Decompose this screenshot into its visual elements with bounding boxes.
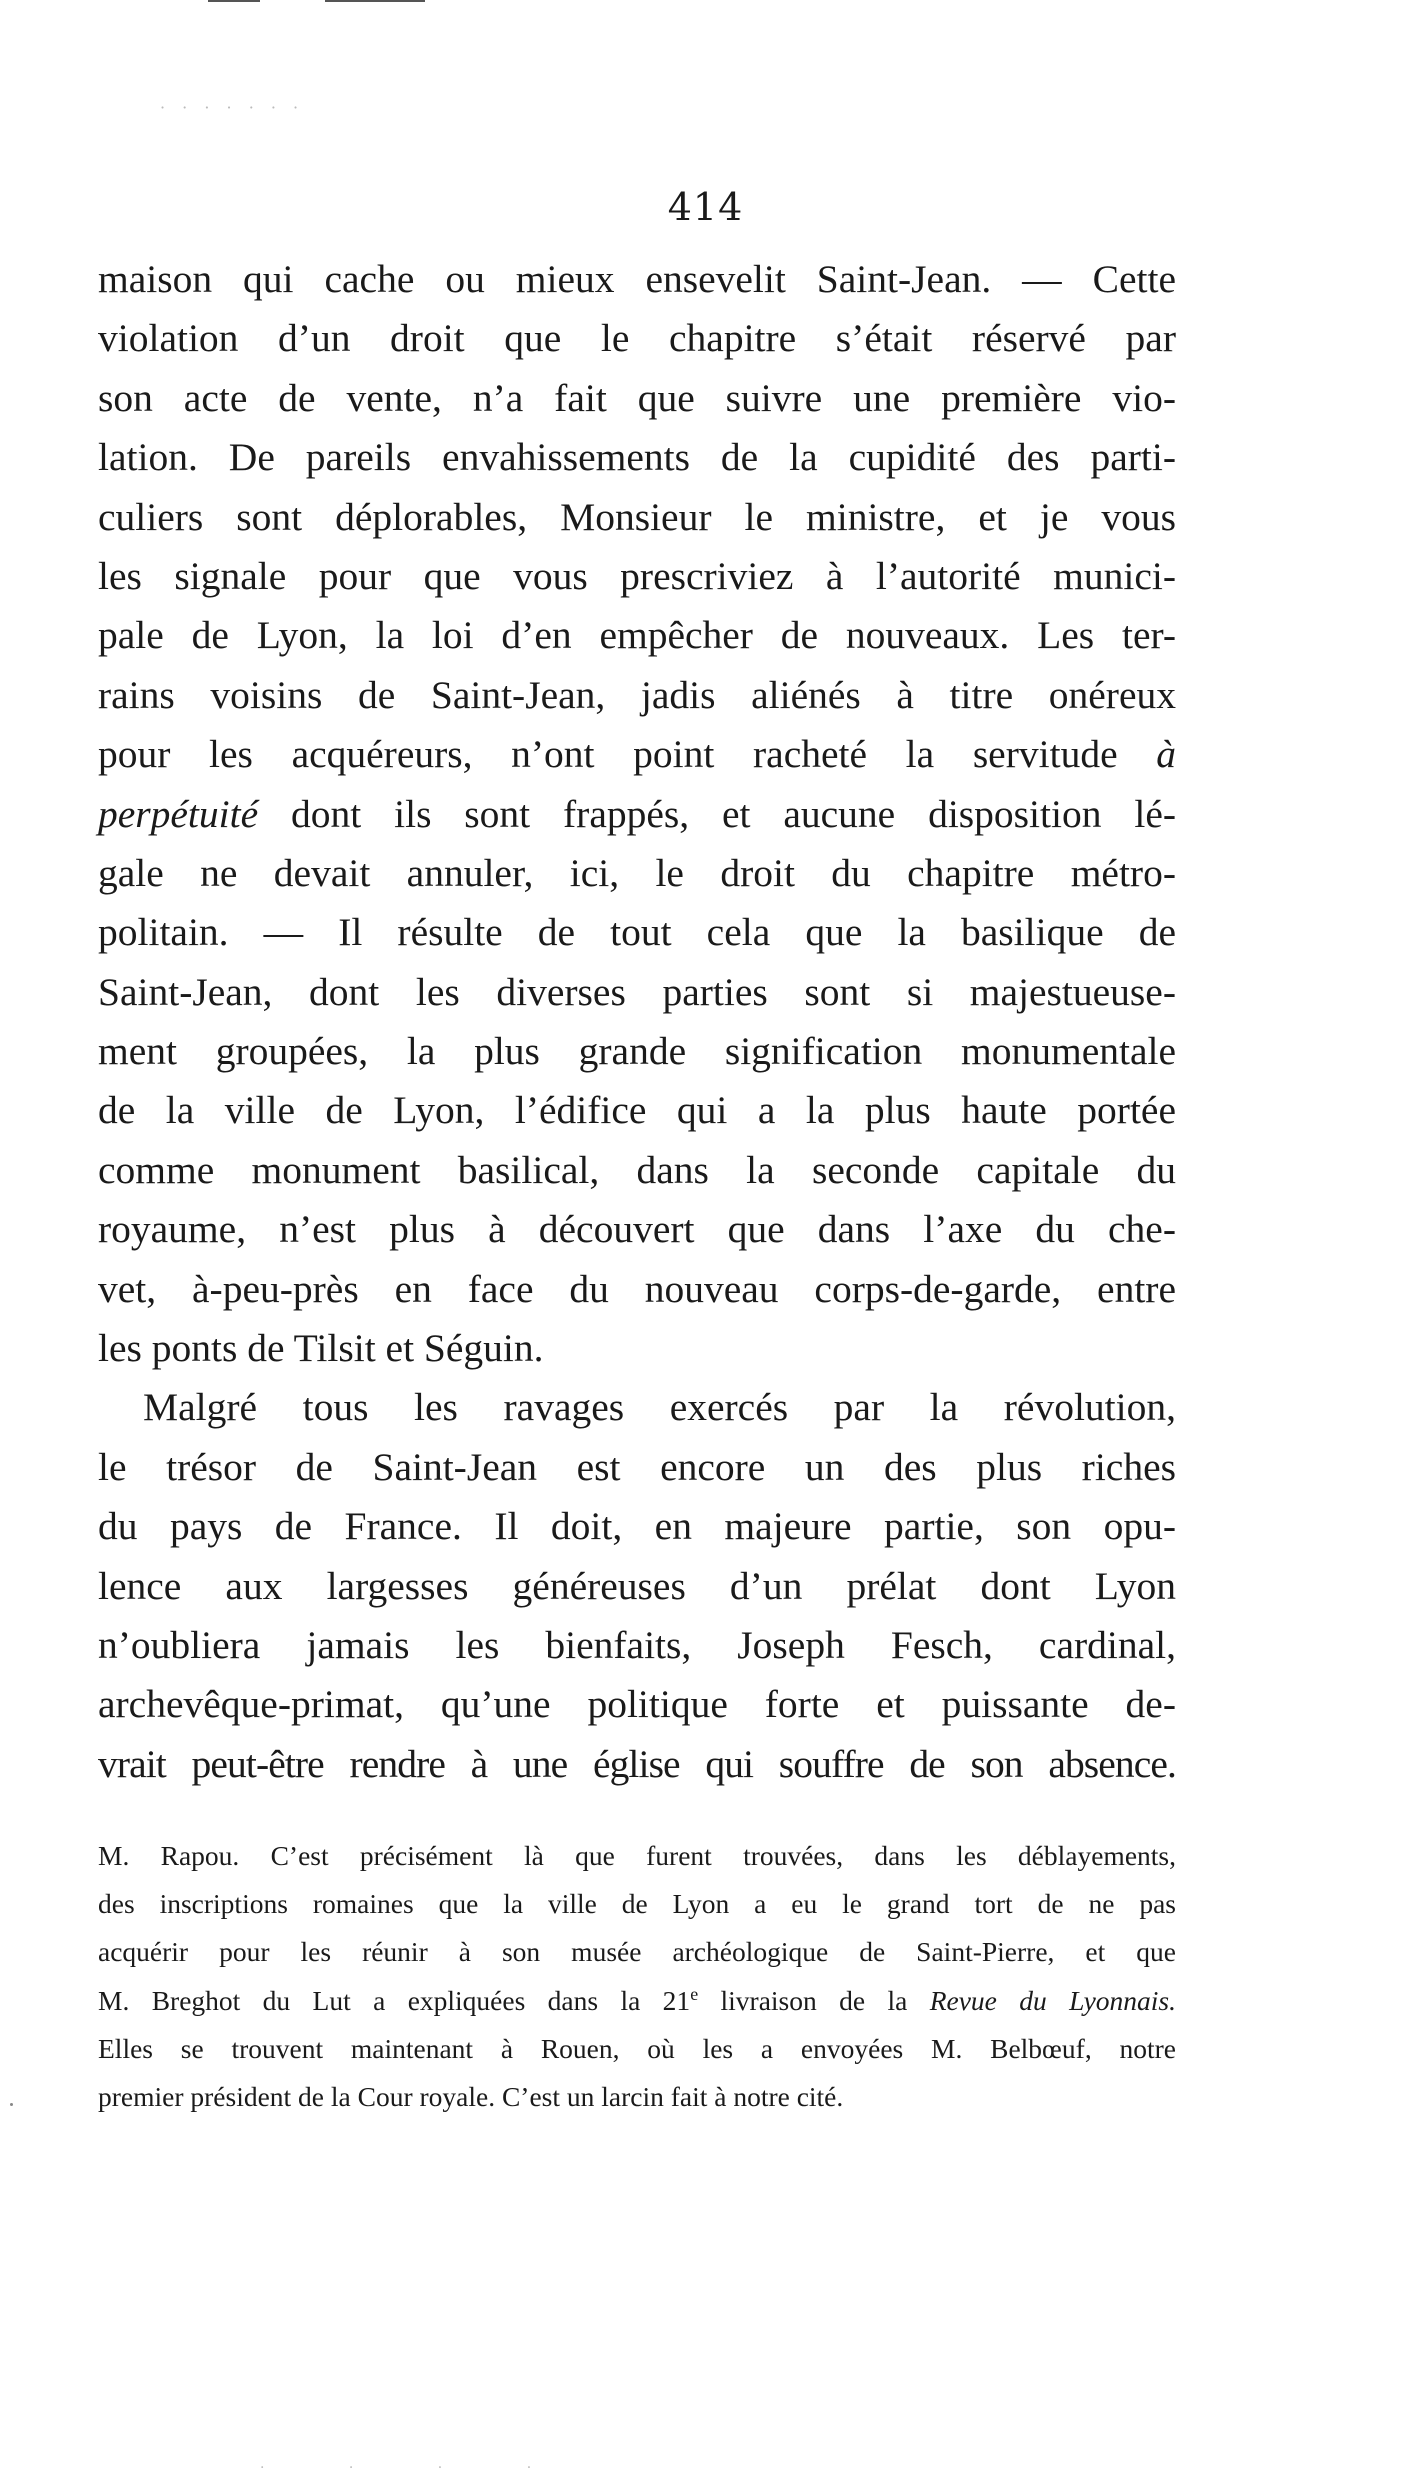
top-edge-rule	[208, 0, 260, 2]
text-line: politain. — Il résulte de tout cela que la basilique de	[98, 910, 1176, 955]
text-line: les signale pour que vous prescriviez à l’autorité munici-	[98, 553, 1176, 598]
text-line	[98, 785, 1176, 844]
top-edge-rule	[325, 0, 425, 2]
margin-mark	[10, 2103, 13, 2106]
scan-specks: · · · · · · ·	[160, 98, 305, 117]
text-line: vrait peut-être rendre à une église qui souffre de son absence.	[98, 1741, 1176, 1786]
text-line: gale ne devait annuler, ici, le droit du chapitre métro-	[98, 850, 1176, 895]
main-text	[98, 250, 1176, 1794]
text-line: maison qui cache ou mieux ensevelit Saint-Jean. — Cette	[98, 257, 1176, 301]
text-line: Malgré tous les ravages exercés par la révolution,	[143, 1385, 1176, 1430]
text-line: ment groupées, la plus grande signification monumentale	[98, 1029, 1176, 1074]
text-line: comme monument basilical, dans la seconde capitale du	[98, 1147, 1176, 1192]
italic-text: perpétuité	[98, 791, 259, 836]
italic-text: à	[1156, 732, 1177, 777]
scan-specks: · · · ·	[260, 2460, 572, 2476]
text-line: vet, à-peu-près en face du nouveau corps-de-garde, entre	[98, 1266, 1176, 1311]
footnote-line: M. Rapou. C’est précisément là que furent trouvées, dans les déblayements,	[98, 1840, 1176, 1871]
superscript: e	[690, 1983, 699, 2004]
text-line: violation d’un droit que le chapitre s’était réservé par	[98, 316, 1176, 361]
text-line: de la ville de Lyon, l’édifice qui a la plus haute portée	[98, 1088, 1176, 1133]
text-line: les ponts de Tilsit et Séguin.	[98, 1326, 544, 1371]
text-run: dont ils sont frappés, et aucune disposition lé-	[291, 791, 1177, 836]
text-run: pour les acquéreurs, n’ont point racheté la servitude	[98, 732, 1118, 777]
text-line: du pays de France. Il doit, en majeure partie, son opu-	[98, 1504, 1176, 1549]
text-line: n’oubliera jamais les bienfaits, Joseph Fesch, cardinal,	[98, 1622, 1176, 1667]
footnote-text-run: livraison de la	[698, 1984, 908, 2016]
text-line: culiers sont déplorables, Monsieur le ministre, et je vous	[98, 494, 1176, 539]
footnote-line: acquérir pour les réunir à son musée archéologique de Saint-Pierre, et que	[98, 1936, 1176, 1968]
text-line: lence aux largesses généreuses d’un prélat dont Lyon	[98, 1563, 1176, 1608]
footnote-line	[98, 1977, 1176, 2025]
page-number: 414	[667, 185, 744, 229]
journal-title: Revue du Lyonnais.	[929, 1984, 1177, 2016]
text-line: le trésor de Saint-Jean est encore un des plus riches	[98, 1444, 1176, 1489]
text-line: lation. De pareils envahissements de la cupidité des parti-	[98, 435, 1176, 480]
text-line: son acte de vente, n’a fait que suivre une première vio-	[98, 375, 1176, 420]
footnote	[98, 1832, 1176, 2121]
footnote-line: Elles se trouvent maintenant à Rouen, où les a envoyées M. Belbœuf, notre	[98, 2032, 1176, 2064]
text-line: pale de Lyon, la loi d’en empêcher de nouveaux. Les ter-	[98, 613, 1176, 658]
text-line: Saint-Jean, dont les diverses parties sont si majestueuse-	[98, 969, 1176, 1014]
footnote-text-run: M. Breghot du Lut a expliquées dans la 21	[98, 1984, 691, 2016]
text-line: royaume, n’est plus à découvert que dans l’axe du che-	[98, 1207, 1176, 1252]
footnote-line: premier président de la Cour royale. C’est un larcin fait à notre cité.	[98, 2080, 844, 2112]
text-line: rains voisins de Saint-Jean, jadis aliénés à titre onéreux	[98, 672, 1176, 717]
text-line	[98, 725, 1176, 784]
footnote-line: des inscriptions romaines que la ville de Lyon a eu le grand tort de ne pas	[98, 1888, 1176, 1920]
text-line: archevêque-primat, qu’une politique forte et puissante de-	[98, 1682, 1176, 1727]
